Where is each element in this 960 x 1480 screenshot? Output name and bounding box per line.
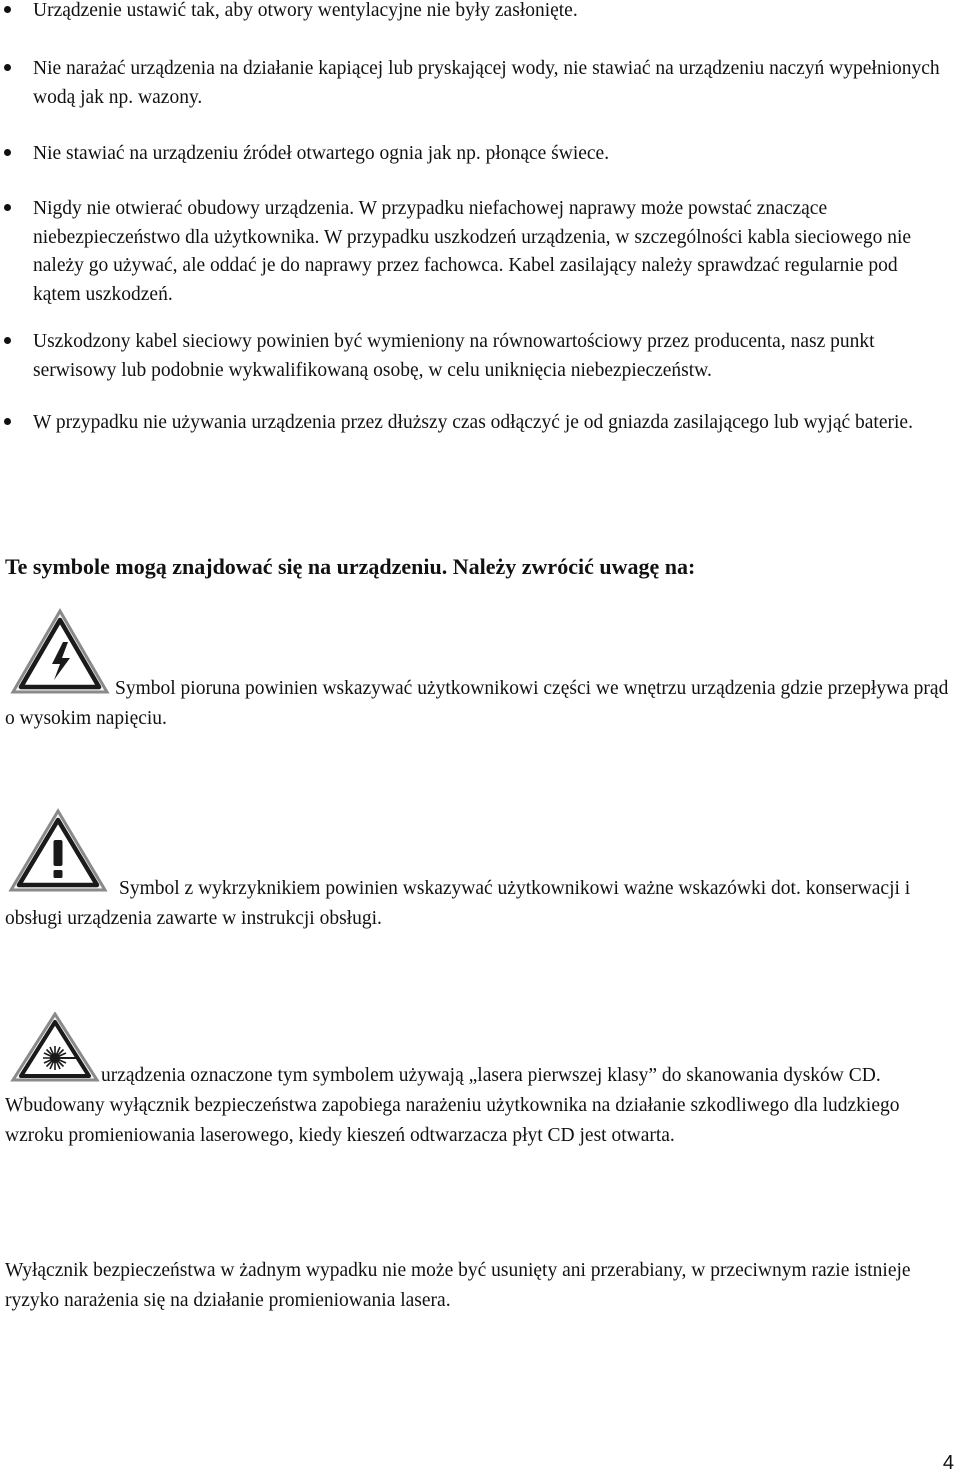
exclamation-symbol-description: Symbol z wykrzyknikiem powinien wskazywać użytkownikowi ważne wskazówki dot. konserwacji i obsługi urządzenia zawarte w instrukcji obsługi.: [5, 878, 911, 929]
laser-symbol-description: urządzenia oznaczone tym symbolem używają „lasera pierwszej klasy” do skanowania dysków CD. Wbudowany wyłącznik bezpieczeństwa zapobiega narażeniu użytkownika na działanie szkodliwego dla ludzkiego wzroku promieniowania laserowego, kiedy kieszeń odtwarzacza płyt CD jest otwarta.: [5, 1065, 900, 1146]
safety-switch-paragraph: Wyłącznik bezpieczeństwa w żadnym wypadku nie może być usunięty ani przerabiany, w przeciwnym razie istnieje ryzyko narażenia się na działanie promieniowania lasera.: [5, 1260, 911, 1311]
bullet-text: W przypadku nie używania urządzenia przez dłuższy czas odłączyć je od gniazda zasilającego lub wyjąć baterie.: [33, 412, 913, 433]
bullet-text: Nie narażać urządzenia na działanie kapiącej lub pryskającej wody, nie stawiać na urządzeniu naczyń wypełnionych wodą jak np. wazony.: [33, 58, 940, 108]
bullet-text: Urządzenie ustawić tak, aby otwory wentylacyjne nie były zasłonięte.: [33, 0, 578, 21]
bullet-icon: [4, 204, 11, 211]
symbols-heading: Te symbole mogą znajdować się na urządzeniu. Należy zwrócić uwagę na:: [5, 554, 696, 579]
bullet-text: Nigdy nie otwierać obudowy urządzenia. W przypadku niefachowej naprawy może powstać znaczące niebezpieczeństwo dla użytkownika. W przypadku uszkodzeń urządzenia, w szczególności kabla sieciowego nie należy go używać, ale oddać je do naprawy przez fachowca. Kabel zasilający należy sprawdzać regularnie pod kątem uszkodzeń.: [33, 198, 912, 305]
bullet-icon: [4, 149, 11, 156]
page-number: 4: [942, 1452, 954, 1474]
bullet-icon: [4, 6, 11, 13]
bullet-icon: [4, 418, 11, 425]
bullet-text: Nie stawiać na urządzeniu źródeł otwartego ognia jak np. płonące świece.: [33, 143, 610, 164]
bullet-icon: [4, 337, 11, 344]
bullet-icon: [4, 64, 11, 71]
lightning-symbol-description: Symbol pioruna powinien wskazywać użytkownikowi części we wnętrzu urządzenia gdzie przepływa prąd o wysokim napięciu.: [5, 678, 949, 729]
bullet-text: Uszkodzony kabel sieciowy powinien być wymieniony na równowartościowy przez producenta, nasz punkt serwisowy lub podobnie wykwalifikowaną osobę, w celu uniknięcia niebezpieczeństw.: [33, 331, 875, 381]
